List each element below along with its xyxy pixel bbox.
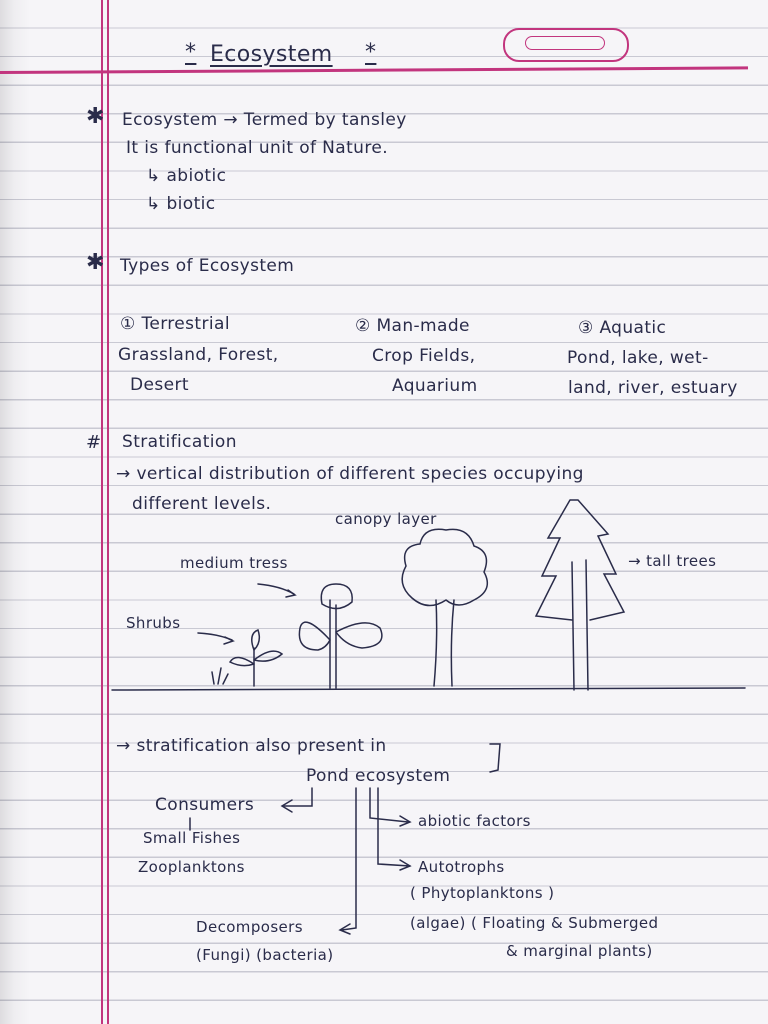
type-terrestrial-l2: Desert [130, 375, 189, 395]
label-tall-trees: → tall trees [628, 552, 717, 570]
tall-tree-icon [536, 500, 624, 690]
pond-ecosystem: Pond ecosystem [306, 766, 451, 786]
title-star-left: * [185, 40, 197, 65]
pond-small-fishes: Small Fishes [143, 829, 241, 847]
type-aquatic-l1: Pond, lake, wet- [567, 348, 709, 368]
pond-decomposers: Decomposers [196, 918, 303, 936]
branch-abiotic: ↳ abiotic [146, 166, 227, 186]
shrub-icon [230, 630, 282, 686]
connector-autotrophs [378, 788, 410, 866]
pond-intro: → stratification also present in [116, 736, 387, 756]
pond-phytoplanktons: ( Phytoplanktons ) [410, 884, 555, 902]
label-medium-trees: medium tress [180, 554, 288, 572]
canopy-tree-icon [402, 529, 487, 686]
stratification-def-line2: different levels. [132, 494, 272, 514]
pond-fungi-bacteria: (Fungi) (bacteria) [196, 946, 334, 964]
grass-icon [212, 668, 228, 684]
bullet-star: ✱ [86, 104, 105, 129]
type-terrestrial-head: ① Terrestrial [120, 314, 230, 334]
title-star-right: * [365, 40, 377, 65]
arrow-medium [258, 584, 294, 594]
type-terrestrial-l1: Grassland, Forest, [118, 345, 279, 365]
arrow-shrub [198, 633, 232, 640]
stratification-heading: Stratification [122, 432, 237, 452]
branch-biotic: ↳ biotic [146, 194, 216, 214]
ecosystem-definition: Ecosystem → Termed by tansley [122, 110, 407, 130]
type-manmade-l2: Aquarium [392, 376, 478, 396]
bracket [490, 744, 500, 772]
type-manmade-l1: Crop Fields, [372, 346, 476, 366]
medium-tree-icon [299, 584, 381, 688]
types-heading: Types of Ecosystem [120, 256, 295, 276]
label-shrubs: Shrubs [126, 614, 181, 632]
functional-unit-line: It is functional unit of Nature. [126, 138, 389, 158]
type-aquatic-l2: land, river, estuary [568, 378, 738, 398]
pond-zooplanktons: Zooplanktons [138, 858, 245, 876]
connector-consumers [284, 788, 312, 806]
connector-decomposers [342, 788, 356, 930]
type-aquatic-head: ③ Aquatic [578, 318, 667, 338]
bullet-star: ✱ [86, 250, 105, 275]
pond-autotrophs: Autotrophs [418, 858, 505, 876]
type-manmade-head: ② Man-made [355, 316, 470, 336]
pond-marginal: & marginal plants) [506, 942, 653, 960]
ground-line [112, 688, 745, 690]
pond-algae: (algae) ( Floating & Submerged [410, 914, 659, 932]
label-canopy: canopy layer [335, 510, 437, 528]
stratification-def-line1: → vertical distribution of different species occupying [116, 464, 584, 484]
page-title: Ecosystem [210, 42, 333, 67]
pond-abiotic: abiotic factors [418, 812, 531, 830]
pond-consumers: Consumers [155, 795, 255, 815]
bullet-hash: # [86, 432, 102, 453]
